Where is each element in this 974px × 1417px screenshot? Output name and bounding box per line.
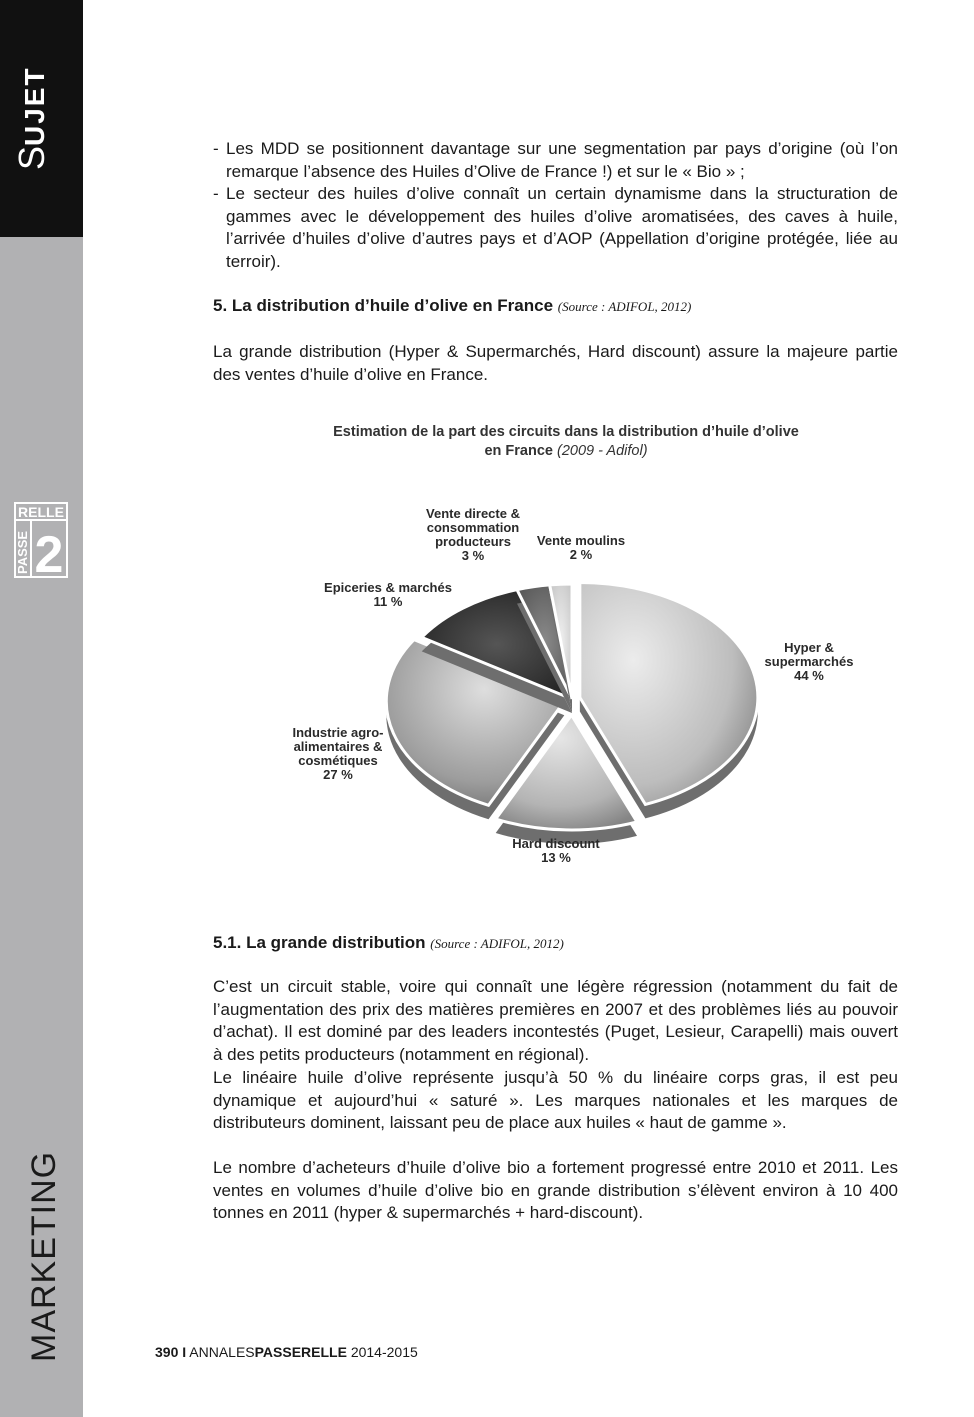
pie-label-vente-moulins: Vente moulins: [536, 533, 626, 548]
chart-title-line2-text: en France: [484, 443, 553, 459]
section-5-1-heading: [213, 932, 898, 956]
page-footer: [155, 1344, 418, 1360]
section-label: [12, 0, 52, 170]
passerelle-logo: [14, 502, 68, 578]
pie-label-hyper: supermarchés: [764, 654, 854, 669]
footer-separator: I: [182, 1344, 187, 1360]
section-5-1-paragraph-3: Le nombre d’acheteurs d’huile d’olive bio a fortement progressé entre 2010 et 2011. Les ventes en volumes d’huile d’olive bio en grande distribution s’élèvent environ à 10 400 tonnes en 2011 (hyper & supermarchés + hard-discount).: [213, 1158, 898, 1222]
pie-label-industrie: cosmétiques: [298, 753, 378, 768]
pie-chart: [280, 416, 880, 876]
pie-label-epiceries: Epiceries & marchés: [324, 580, 452, 595]
pie-label-hard-discount: Hard discount: [512, 836, 600, 851]
bullet-item: - Les MDD se positionnent davantage sur une segmentation par pays d’origine (où l’on remarque l’absence des Huiles d’Olive de France !) et sur le « Bio » ;: [213, 138, 898, 183]
pie-label-hyper: Hyper &: [784, 640, 834, 655]
section-label-rest: UJET: [19, 66, 50, 146]
page-number: 390: [155, 1344, 179, 1360]
section-5-heading: [213, 295, 898, 319]
sidebar: [0, 0, 83, 1417]
chart-title-line1: Estimation de la part des circuits dans la distribution d’huile d’olive: [333, 424, 799, 440]
pie-value-label-epiceries: 11 %: [373, 594, 403, 609]
pie-label-industrie: alimentaires &: [293, 739, 383, 754]
chart-title-note: (2009 - Adifol): [556, 443, 648, 459]
pie-label-vente-directe: producteurs: [435, 534, 511, 549]
chart-title-line2: [484, 443, 647, 459]
section-5-title: 5. La distribution d’huile d’olive en France: [213, 296, 554, 315]
footer-brand: PASSERELLE: [254, 1344, 347, 1360]
pie-label-vente-directe: consommation: [426, 520, 520, 535]
pie-value-label-hard-discount: 13 %: [541, 850, 571, 865]
bullet-item: - Le secteur des huiles d’olive connaît un certain dynamisme dans la structuration de gammes avec le développement des huiles d’olive aromatisées, des caves à huile, l’arrivée d’huiles d’olive d’autres pays et d’AOP (Appellation d’origine protégée, liée au terroir).: [213, 183, 898, 273]
footer-years: 2014-2015: [350, 1344, 418, 1360]
pie-label-industrie: Industrie agro-: [292, 725, 384, 740]
pie-label-vente-directe: Vente directe &: [426, 506, 520, 521]
section-5-source: (Source : ADIFOL, 2012): [557, 299, 692, 314]
section-label-initial: S: [11, 145, 52, 170]
bullet-list: [213, 138, 898, 273]
section-5-1-paragraph-1: C’est un circuit stable, voire qui connaît une légère régression (notamment du fait de l’augmentation des prix des matières premières en 2007 et des problèmes liés au pouvoir d’achat). Il est dominé par des leaders incontestés (Puget, Lesieur, Carapelli) mais ouvert à des petits producteurs (notamment en régional).: [213, 977, 898, 1064]
pie-value-label-vente-moulins: 2 %: [569, 547, 593, 562]
section-5-1-source: (Source : ADIFOL, 2012): [430, 936, 564, 951]
logo-top-text: RELLE: [18, 504, 64, 520]
pie-value-label-vente-directe: 3 %: [461, 548, 485, 563]
pie-value-label-industrie: 27 %: [323, 767, 353, 782]
pie-value-label-hyper: 44 %: [794, 668, 824, 683]
subject-label: MARKETING: [25, 1150, 63, 1362]
logo-side-text: PASSE: [15, 530, 30, 574]
logo-number: 2: [34, 526, 64, 578]
pie-slices: [386, 583, 758, 844]
section-5-1-paragraph-2: Le linéaire huile d’olive représente jusqu’à 50 % du linéaire corps gras, il est peu dynamique et aujourd’hui « saturé ». Les marques nationales et les marques de distributeurs dominent, laissant peu de place aux huiles « haut de gamme ».: [213, 1068, 898, 1132]
section-5-1-title: 5.1. La grande distribution: [213, 933, 426, 952]
footer-annales: ANNALES: [189, 1344, 255, 1360]
section-5-paragraph: La grande distribution (Hyper & Supermarchés, Hard discount) assure la majeure partie des ventes d’huile d’olive en France.: [213, 342, 898, 384]
